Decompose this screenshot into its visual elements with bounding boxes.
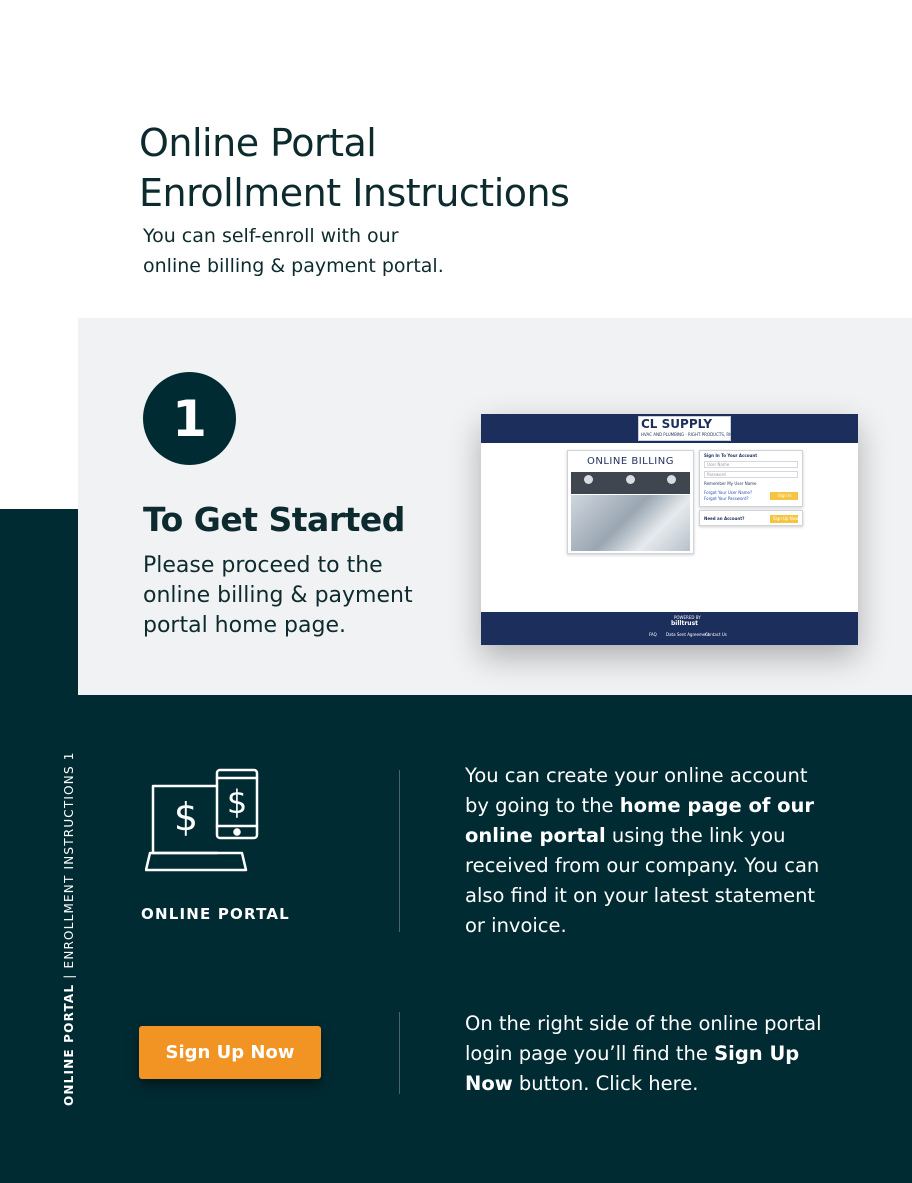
- screenshot-footer: [481, 612, 858, 645]
- svg-text:$: $: [226, 783, 248, 821]
- para2-line-2-bold: Sign Up: [714, 1042, 800, 1065]
- sidebar-label-bold: ONLINE PORTAL: [62, 983, 76, 1106]
- portal-screenshot: [481, 414, 858, 645]
- screenshot-footer-link: Data Sent Agreement: [666, 632, 710, 637]
- step-text-line-3: portal home page.: [143, 613, 346, 638]
- sidebar-label-rest: ENROLLMENT INSTRUCTIONS 1: [62, 751, 76, 969]
- title-line-1: Online Portal: [139, 121, 377, 165]
- sign-up-now-button[interactable]: Sign Up Now: [139, 1026, 321, 1079]
- para2-line-1: On the right side of the online portal: [465, 1012, 822, 1035]
- step-heading: To Get Started: [143, 500, 405, 539]
- feature-icon: [667, 475, 676, 484]
- username-placeholder: User Name: [707, 462, 730, 467]
- screenshot-forgot-pass: Forgot Your Password?: [704, 496, 749, 501]
- screenshot-signin-label: Sign In: [778, 493, 792, 498]
- screenshot-signup-small-label: Sign Up Now: [773, 516, 799, 521]
- screenshot-brand: billtrust: [671, 620, 699, 627]
- screenshot-login-box: [699, 450, 803, 507]
- screenshot-signup-small-button: [770, 515, 798, 523]
- page-subtitle: [143, 221, 444, 281]
- para1-line-6: or invoice.: [465, 914, 567, 937]
- screenshot-username-field: [704, 461, 798, 468]
- page-title: [139, 118, 569, 218]
- screenshot-signin-button: [770, 492, 798, 500]
- screenshot-need-account: [699, 510, 803, 526]
- para1-line-2-bold: home page of our: [619, 794, 815, 817]
- screenshot-footer-link: FAQ: [649, 632, 657, 637]
- para1-line-5: also find it on your latest statement: [465, 884, 816, 907]
- divider: [399, 770, 400, 932]
- subtitle-line-2: online billing & payment portal.: [143, 255, 444, 277]
- laptop-phone-dollar-icon: [145, 768, 260, 874]
- para1-line-3: [465, 821, 845, 851]
- para2-line-3-bold: Now: [465, 1072, 513, 1095]
- step-text-line-2: online billing & payment: [143, 583, 413, 608]
- sidebar-vertical-label: [60, 751, 78, 1106]
- para2-line-2-text: login page you’ll find the: [465, 1042, 715, 1065]
- screenshot-billing-card: [567, 450, 694, 554]
- portal-instructions: [465, 761, 845, 941]
- signup-instructions: [465, 1009, 845, 1099]
- screenshot-laptop-image: [571, 495, 690, 551]
- feature-icon: [584, 475, 593, 484]
- para2-line-3-text: button. Click here.: [512, 1072, 699, 1095]
- step-text-line-1: Please proceed to the: [143, 553, 383, 578]
- screenshot-footer-link: Contact Us: [705, 632, 727, 637]
- screenshot-feature-strip: [571, 472, 690, 494]
- divider: [399, 1012, 400, 1094]
- para1-line-2-text: by going to the: [465, 794, 620, 817]
- title-line-2: Enrollment Instructions: [139, 171, 570, 215]
- para1-line-3-text: using the link you: [605, 824, 786, 847]
- subtitle-line-1: You can self-enroll with our: [143, 225, 399, 247]
- step-number-badge: 1: [143, 372, 236, 465]
- online-portal-label: ONLINE PORTAL: [141, 905, 290, 923]
- screenshot-forgot-user: Forgot Your User Name?: [704, 490, 753, 495]
- screenshot-logo-text: CL SUPPLY: [641, 417, 713, 431]
- screenshot-remember: Remember My User Name: [704, 481, 757, 486]
- screenshot-login-title: Sign In To Your Account: [704, 453, 758, 458]
- para1-line-1: You can create your online account: [465, 764, 808, 787]
- screenshot-logo: [638, 416, 751, 441]
- screenshot-password-field: [704, 471, 798, 478]
- para1-line-2: [465, 791, 845, 821]
- screenshot-need-account-text: Need an Account?: [704, 516, 745, 521]
- screenshot-logo-sub: HVAC AND PLUMBING · RIGHT PRODUCTS, RIGHT NOW: [641, 432, 751, 437]
- para2-line-2: [465, 1039, 845, 1069]
- para2-line-3: [465, 1069, 845, 1099]
- sidebar-separator: |: [62, 973, 76, 979]
- step-description: [143, 551, 413, 641]
- para1-line-4: received from our company. You can: [465, 854, 820, 877]
- screenshot-card-title: ONLINE BILLING: [587, 456, 674, 467]
- feature-icon: [626, 475, 635, 484]
- screenshot-powered-by: POWERED BY: [674, 615, 701, 620]
- para1-line-3-bold: online portal: [465, 824, 606, 847]
- svg-text:$: $: [173, 795, 199, 839]
- password-placeholder: Password: [707, 472, 726, 477]
